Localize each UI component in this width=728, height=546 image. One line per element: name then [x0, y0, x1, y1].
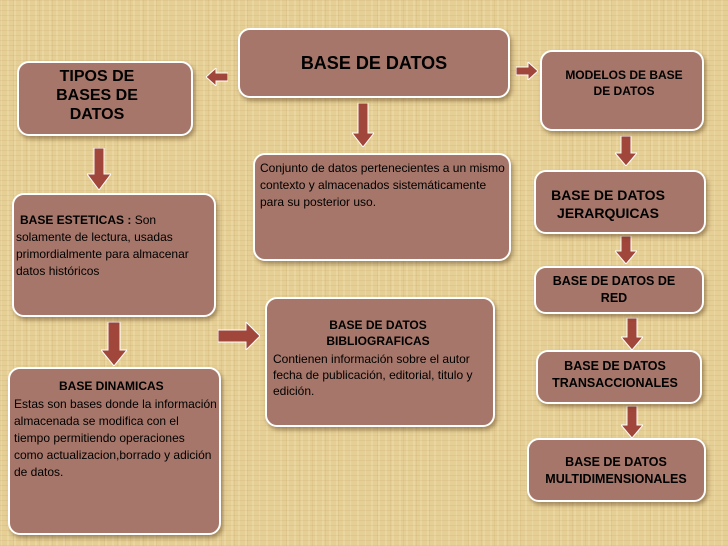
multidimensionales-title: BASE DE DATOS MULTIDIMENSIONALES: [545, 455, 687, 486]
modelos-box: [540, 50, 704, 131]
multidimensionales-box: [527, 438, 706, 502]
estaticas-box: [12, 193, 216, 317]
definition-box: [253, 153, 511, 261]
arrow-down-to-dinamicas: [101, 322, 127, 366]
arrow-down-to-transaccionales: [621, 318, 643, 350]
estaticas-title: BASE ESTETICAS :: [20, 213, 132, 227]
arrow-right-to-bibliograficas: [218, 322, 260, 350]
estaticas-body: [14, 195, 214, 280]
red-title: BASE DE DATOS DE RED: [552, 274, 676, 305]
tipos-title: TIPOS DE BASES DE DATOS: [56, 68, 138, 123]
arrow-down-to-definition: [352, 103, 374, 147]
estaticas-text: Son solamente de lectura, usadas primordialmente para almacenar datos históricos: [16, 213, 189, 278]
transaccionales-box: [536, 350, 702, 404]
arrow-down-to-estaticas: [87, 148, 111, 190]
arrow-down-to-jerarquicas: [615, 136, 637, 166]
arrow-down-to-red: [615, 236, 637, 264]
root-box: [238, 28, 510, 98]
transaccionales-title: BASE DE DATOS TRANSACCIONALES: [552, 359, 678, 390]
root-title: BASE DE DATOS: [300, 53, 448, 73]
bibliograficas-box: [265, 297, 495, 427]
arrow-right-to-modelos: [516, 62, 538, 80]
bibliograficas-text: Contienen información sobre el autor fecha de publicación, editorial, titulo y edición.: [273, 352, 473, 398]
dinamicas-box: [8, 367, 221, 535]
jerarquicas-title: BASE DE DATOS JERARQUICAS: [551, 187, 665, 221]
arrow-down-to-multidimensionales: [621, 406, 643, 438]
tipos-box: [17, 61, 193, 136]
arrow-left-to-tipos: [206, 68, 228, 86]
dinamicas-text: Estas son bases donde la información almacenada se modifica con el tiempo permitiendo operaciones como actualizacion,borrado y adición de datos.: [14, 397, 217, 479]
definition-text: Conjunto de datos pertenecientes a un mismo contexto y almacenados sistemáticamente para su posterior uso.: [260, 161, 505, 209]
dinamicas-title: BASE DINAMICAS: [59, 379, 164, 393]
bibliograficas-title: BASE DE DATOS BIBLIOGRAFICAS: [326, 318, 430, 348]
modelos-title: MODELOS DE BASE DE DATOS: [565, 68, 683, 98]
red-box: [534, 266, 704, 314]
jerarquicas-box: [534, 170, 706, 234]
